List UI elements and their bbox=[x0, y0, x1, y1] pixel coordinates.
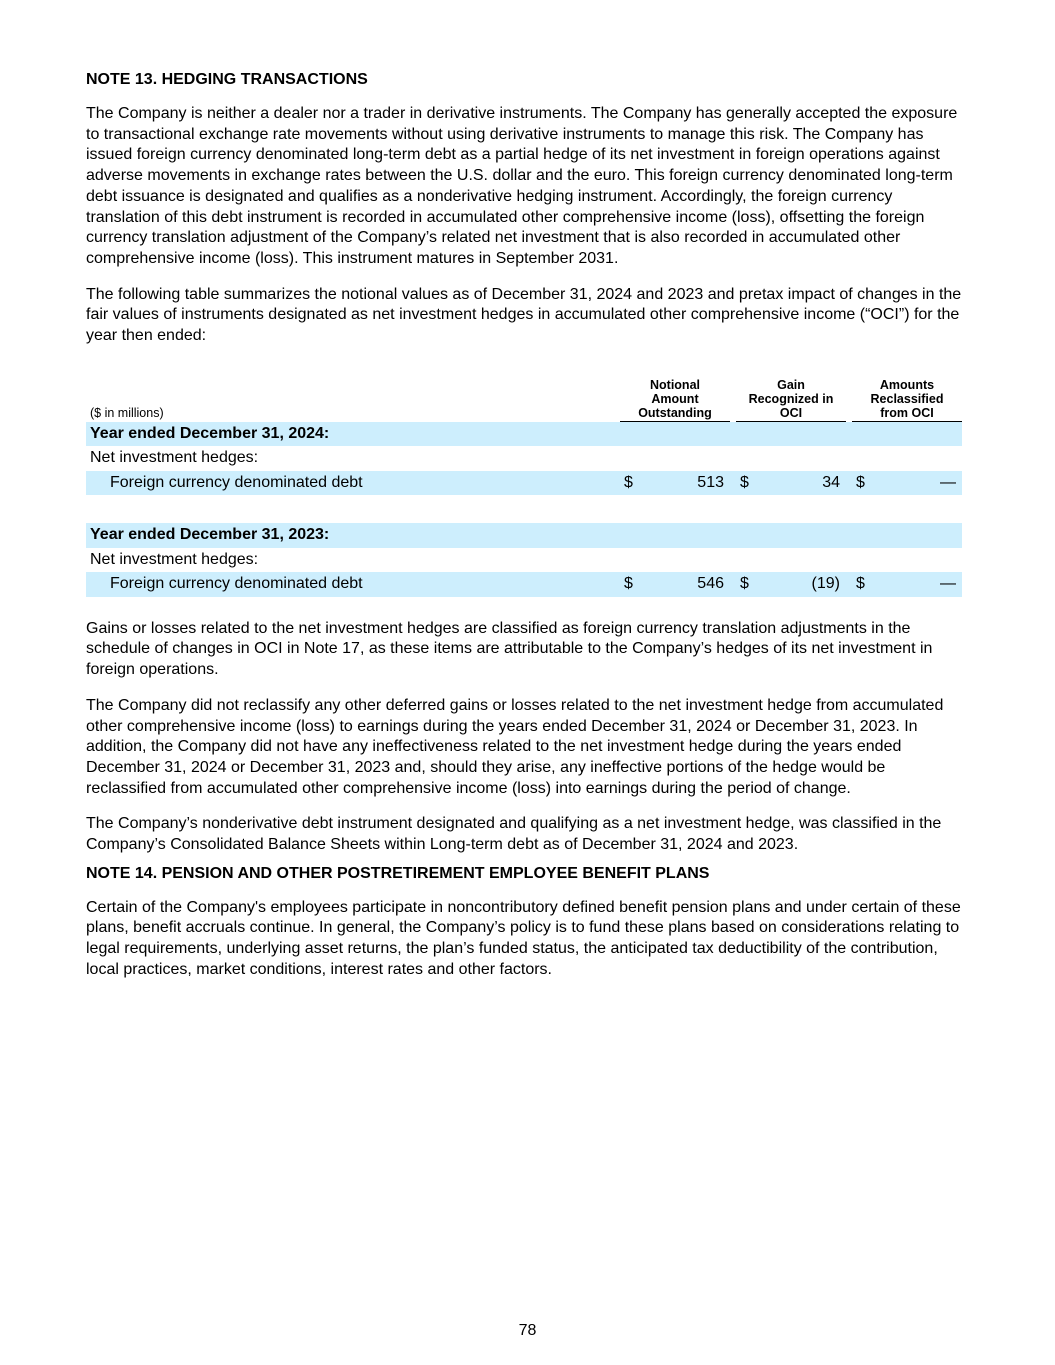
gain-cell: $ 34 bbox=[740, 473, 840, 491]
table-spacer bbox=[86, 495, 962, 523]
note14-heading: NOTE 14. PENSION AND OTHER POSTRETIREMENT EMPLOYEE BENEFIT PLANS bbox=[86, 864, 710, 882]
section-title-row: Year ended December 31, 2024: bbox=[86, 422, 962, 447]
header-reclassified: Amounts Reclassified from OCI bbox=[852, 378, 962, 422]
header-gain: Gain Recognized in OCI bbox=[736, 378, 846, 422]
note13-heading: NOTE 13. HEDGING TRANSACTIONS bbox=[86, 71, 368, 88]
reclassified-cell: $ — bbox=[856, 575, 956, 593]
note13-paragraph-1: The Company is neither a dealer nor a trader in derivative instruments. The Company has generally accepted the exposure to transactional exchange rate movements without using derivative instruments to manage this risk. The Company has issued foreign currency denominated long-term debt as a partial hedge of its net investment in foreign operations against adverse movements in exchange rates between the U.S. dollar and the euro. This foreign currency denominated long-term debt issuance is designated and qualifies as a nonderivative hedging instrument. Accordingly, the foreign currency translation of this debt instrument is recorded in accumulated other comprehensive income (loss), offsetting the foreign currency translation adjustment of the Company’s related net investment that is also recorded in accumulated other comprehensive income (loss). This instrument matures in September 2031. bbox=[86, 105, 958, 267]
section-title-row: Year ended December 31, 2023: bbox=[86, 523, 962, 548]
page-number: 78 bbox=[518, 1322, 537, 1339]
notional-cell: $ 546 bbox=[624, 575, 724, 593]
unit-label: ($ in millions) bbox=[90, 405, 164, 420]
table-row: Foreign currency denominated debt $ 546 $ (19) $ — bbox=[86, 572, 962, 597]
note13-paragraph-5: The Company’s nonderivative debt instrument designated and qualifying as a net investment hedge, was classified in the Company’s Consolidated Balance Sheets within Long-term debt as of December 31, 2024 and 2023. bbox=[86, 815, 942, 854]
reclassified-cell: $ — bbox=[856, 473, 956, 491]
document-page bbox=[86, 70, 966, 996]
group-row: Net investment hedges: bbox=[90, 550, 259, 568]
note13-paragraph-3: Gains or losses related to the net investment hedges are classified as foreign currency translation adjustments in the schedule of changes in OCI in Note 17, as these items are attributable to the Company’s hedges of its net investment in foreign operations. bbox=[86, 619, 933, 679]
table-header bbox=[86, 362, 962, 422]
note13-paragraph-4: The Company did not reclassify any other deferred gains or losses related to the net investment hedge from accumulated other comprehensive income (loss) to earnings during the years ended December 31, 2024 or December 31, 2023. In addition, the Company did not have any ineffectiveness related to the net investment hedge during the years ended December 31, 2024 or December 31, 2023 and, should they arise, any ineffective portions of the hedge would be reclassified from accumulated other comprehensive income (loss) into earnings during the period of change. bbox=[86, 696, 944, 797]
notional-cell: $ 513 bbox=[624, 473, 724, 491]
hedging-table bbox=[86, 362, 962, 597]
group-row: Net investment hedges: bbox=[90, 449, 259, 467]
note13-paragraph-2: The following table summarizes the notional values as of December 31, 2024 and 2023 and pretax impact of changes in the fair values of instruments designated as net investment hedges in accumulated other comprehensive income (“OCI”) for the year then ended: bbox=[86, 285, 962, 345]
note14-paragraph-1: Certain of the Company's employees participate in noncontributory defined benefit pension plans and under certain of these plans, benefit accruals continue. In general, the Company’s policy is to fund these plans based on considerations relating to legal requirements, underlying asset returns, the plan’s funded status, the anticipated tax deductibility of the contribution, local practices, market conditions, interest rates and other factors. bbox=[86, 898, 961, 978]
table-row: Foreign currency denominated debt $ 513 $ 34 $ — bbox=[86, 471, 962, 496]
header-notional: Notional Amount Outstanding bbox=[620, 378, 730, 422]
gain-cell: $ (19) bbox=[740, 575, 840, 593]
